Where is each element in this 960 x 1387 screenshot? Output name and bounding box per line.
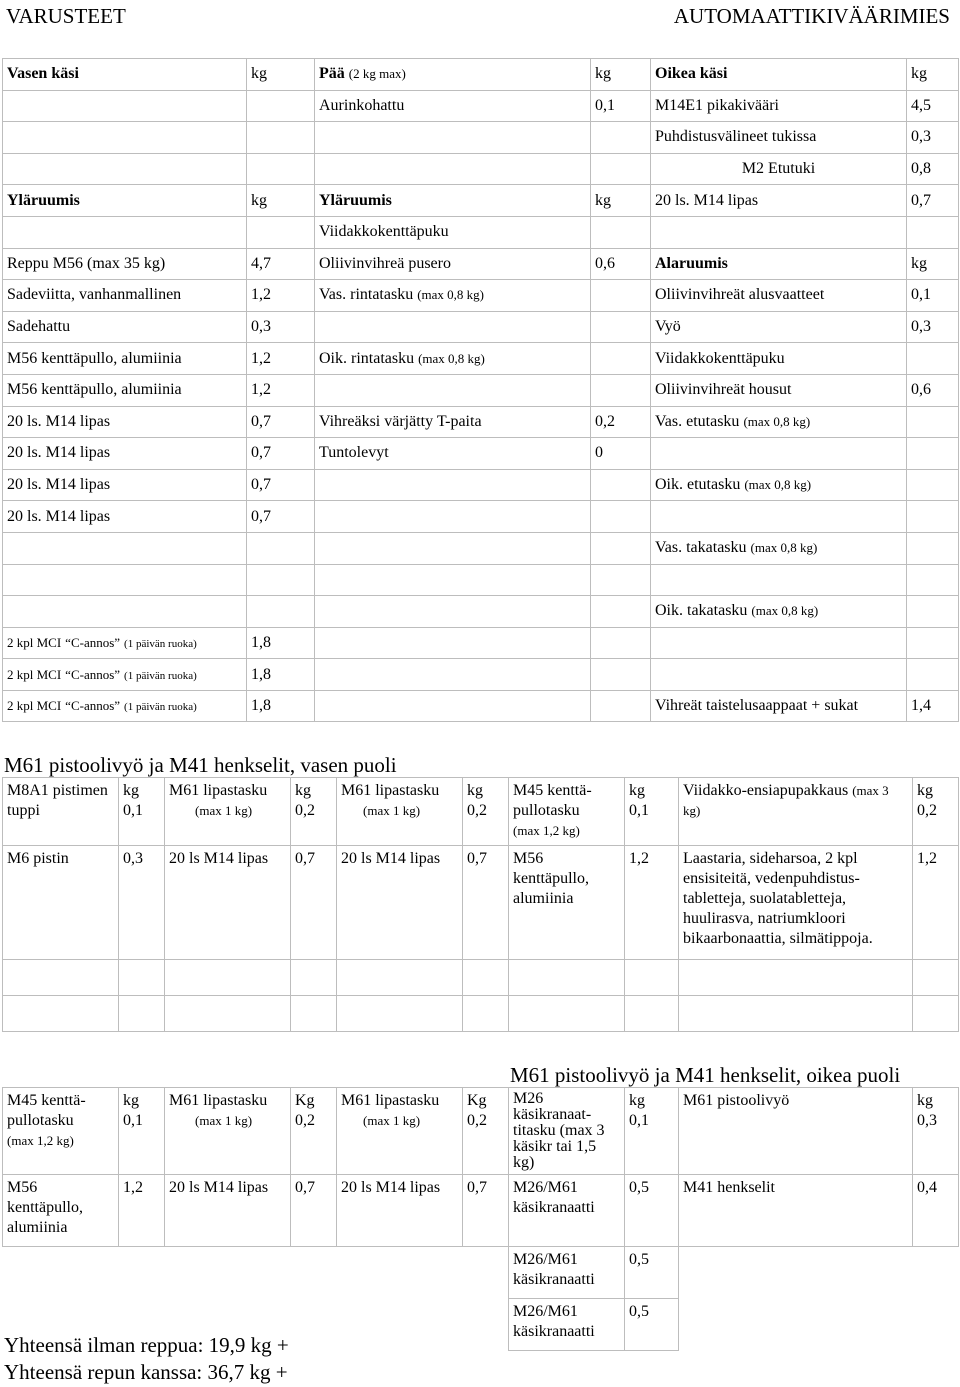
cell-kg: kg 0,1: [625, 1088, 679, 1175]
cell-name: M61 lipastasku (max 1 kg): [165, 1088, 291, 1175]
item-kg: 0,6: [907, 374, 959, 406]
cell-kg: 0,3: [119, 846, 165, 960]
cell-kg: kg 0,1: [119, 1088, 165, 1175]
item-kg: 1,2: [247, 343, 315, 375]
item-kg: 4,7: [247, 248, 315, 280]
lower-body-title: Alaruumis: [651, 248, 907, 280]
item-kg: 1,8: [247, 627, 315, 659]
item-name: Oik. rintatasku (max 0,8 kg): [315, 343, 591, 375]
table-row: [3, 343, 959, 375]
table-row: [3, 438, 959, 470]
page-header-right: AUTOMAATTIKIVÄÄRIMIES: [673, 4, 950, 28]
cell-kg: 0,5: [625, 1299, 679, 1351]
item-name: Aurinkohattu: [315, 90, 591, 122]
cell-name: Laastaria, sideharsoa, 2 kpl ensisiteitä, vedenpuhdistus-tabletteja, suolatabletteja, huulirasva, natriumkloori bikaarbonaattia, silmätippoja.: [679, 846, 913, 960]
item-kg: 1,2: [247, 374, 315, 406]
right-hand-title: Oikea käsi: [651, 59, 907, 91]
cell-name: 20 ls M14 lipas: [337, 1175, 463, 1247]
cell-name: M8A1 pistimen tuppi: [3, 778, 119, 846]
item-name: Viidakkokenttäpuku: [651, 343, 907, 375]
item-kg: 0,7: [247, 469, 315, 501]
food-ration: 2 kpl MCI “C-annos” (1 päivän ruoka): [3, 659, 247, 691]
table-row: [3, 690, 959, 722]
cell-name: M26/M61 käsikranaatti: [509, 1175, 625, 1247]
item-name: Reppu M56 (max 35 kg): [3, 248, 247, 280]
item-kg: 0,3: [907, 311, 959, 343]
table-row: [3, 659, 959, 691]
item-name: Oliivinvihreät housut: [651, 374, 907, 406]
item-name: Vas. rintatasku (max 0,8 kg): [315, 280, 591, 312]
item-name: Sadeviitta, vanhanmallinen: [3, 280, 247, 312]
cell-kg: kg 0,2: [913, 778, 959, 846]
table-row: [3, 1247, 959, 1299]
item-kg: 0,2: [591, 406, 651, 438]
item-name: Vihreäksi värjätty T-paita: [315, 406, 591, 438]
cell-kg: kg 0,1: [625, 778, 679, 846]
food-ration: 2 kpl MCI “C-annos” (1 päivän ruoka): [3, 690, 247, 722]
item-name: Puhdistusvälineet tukissa: [651, 122, 907, 154]
cell-kg: 0,5: [625, 1175, 679, 1247]
table-row: [3, 374, 959, 406]
cell-kg: Kg 0,2: [463, 1088, 509, 1175]
item-kg: 0,1: [907, 280, 959, 312]
table-row: [3, 996, 959, 1032]
item-name: Tuntolevyt: [315, 438, 591, 470]
table-row: [3, 248, 959, 280]
cell-kg: 1,2: [625, 846, 679, 960]
cell-name: M45 kenttä-pullotasku (max 1,2 kg): [3, 1088, 119, 1175]
cell-kg: kg 0,1: [119, 778, 165, 846]
table-row: [3, 960, 959, 996]
kg-header: kg: [247, 185, 315, 217]
right-belt-section-title: M61 pistoolivyö ja M41 henkselit, oikea puoli: [510, 1063, 901, 1087]
item-kg: 0,7: [247, 406, 315, 438]
cell-name: M41 henkselit: [679, 1175, 913, 1247]
item-kg: 0,7: [907, 185, 959, 217]
cell-kg: Kg 0,2: [291, 1088, 337, 1175]
cell-name: 20 ls M14 lipas: [165, 1175, 291, 1247]
table-row: [3, 1175, 959, 1247]
kg-header: kg: [907, 59, 959, 91]
item-name: M56 kenttäpullo, alumiinia: [3, 374, 247, 406]
cell-name: M61 lipastasku (max 1 kg): [337, 778, 463, 846]
kg-header: kg: [591, 185, 651, 217]
cell-name: M26 käsikranaat-titasku (max 3 käsikr tai 1,5 kg): [509, 1088, 625, 1175]
upper-body-title: Yläruumis: [3, 185, 247, 217]
item-kg: 0,8: [907, 153, 959, 185]
cell-kg: 1,2: [119, 1175, 165, 1247]
cell-kg: kg 0,3: [913, 1088, 959, 1175]
item-name: Vyö: [651, 311, 907, 343]
item-name: Vas. takatasku (max 0,8 kg): [651, 532, 907, 564]
kg-header: kg: [247, 59, 315, 91]
cell-name: 20 ls M14 lipas: [337, 846, 463, 960]
cell-kg: 0,7: [291, 846, 337, 960]
table-row: [3, 280, 959, 312]
kg-header: kg: [591, 59, 651, 91]
item-name: Viidakkokenttäpuku: [315, 216, 591, 248]
item-name: M2 Etutuki: [651, 153, 907, 185]
item-name: 20 ls. M14 lipas: [3, 469, 247, 501]
item-name: Vas. etutasku (max 0,8 kg): [651, 406, 907, 438]
item-name: 20 ls. M14 lipas: [3, 406, 247, 438]
table-row: [3, 216, 959, 248]
table-row: [3, 532, 959, 564]
equipment-table-top: [2, 58, 959, 722]
food-ration: 2 kpl MCI “C-annos” (1 päivän ruoka): [3, 627, 247, 659]
upper-body-title: Yläruumis: [315, 185, 591, 217]
page-header-left: VARUSTEET: [6, 4, 126, 28]
right-belt-table: [2, 1087, 959, 1351]
table-row: [3, 185, 959, 217]
cell-kg: 0,7: [291, 1175, 337, 1247]
head-title: Pää (2 kg max): [315, 59, 591, 91]
table-row: [3, 627, 959, 659]
cell-name: M26/M61 käsikranaatti: [509, 1299, 625, 1351]
table-row: [3, 122, 959, 154]
cell-kg: kg 0,2: [291, 778, 337, 846]
table-row: [3, 406, 959, 438]
cell-name: M56 kenttäpullo, alumiinia: [509, 846, 625, 960]
table-row: [3, 90, 959, 122]
item-kg: 0,1: [591, 90, 651, 122]
cell-kg: kg 0,2: [463, 778, 509, 846]
item-kg: 0,3: [907, 122, 959, 154]
left-hand-title: Vasen käsi: [3, 59, 247, 91]
item-name: Oik. etutasku (max 0,8 kg): [651, 469, 907, 501]
table-row: [3, 153, 959, 185]
cell-name: Viidakko-ensiapupakkaus (max 3 kg): [679, 778, 913, 846]
table-row: [3, 501, 959, 533]
cell-name: M61 pistoolivyö: [679, 1088, 913, 1175]
item-kg: 4,5: [907, 90, 959, 122]
item-kg: 0: [591, 438, 651, 470]
table-row: [3, 59, 959, 91]
item-name: 20 ls. M14 lipas: [3, 501, 247, 533]
item-kg: 0,3: [247, 311, 315, 343]
table-row: [3, 846, 959, 960]
cell-name: M6 pistin: [3, 846, 119, 960]
item-kg: 1,4: [907, 690, 959, 722]
cell-kg: 0,5: [625, 1247, 679, 1299]
item-kg: 0,7: [247, 438, 315, 470]
left-belt-table: [2, 777, 959, 1032]
cell-name: 20 ls M14 lipas: [165, 846, 291, 960]
kg-header: kg: [907, 248, 959, 280]
item-name: 20 ls. M14 lipas: [3, 438, 247, 470]
cell-name: M56 kenttäpullo, alumiinia: [3, 1175, 119, 1247]
cell-name: M45 kenttä-pullotasku (max 1,2 kg): [509, 778, 625, 846]
item-name: Oliivinvihreät alusvaatteet: [651, 280, 907, 312]
table-row: [3, 311, 959, 343]
item-name: Oik. takatasku (max 0,8 kg): [651, 596, 907, 628]
item-kg: 1,8: [247, 690, 315, 722]
total-without-pack: Yhteensä ilman reppua: 19,9 kg +: [4, 1333, 289, 1357]
table-row: [3, 1088, 959, 1175]
item-name: M56 kenttäpullo, alumiinia: [3, 343, 247, 375]
cell-kg: 0,4: [913, 1175, 959, 1247]
left-belt-section-title: M61 pistoolivyö ja M41 henkselit, vasen puoli: [4, 753, 397, 777]
item-name: M14E1 pikakivääri: [651, 90, 907, 122]
item-name: Sadehattu: [3, 311, 247, 343]
item-kg: 0,6: [591, 248, 651, 280]
cell-name: M61 lipastasku (max 1 kg): [337, 1088, 463, 1175]
totals: [4, 1332, 289, 1386]
table-row: [3, 596, 959, 628]
table-row: [3, 469, 959, 501]
item-name: Vihreät taistelusaappaat + sukat: [651, 690, 907, 722]
cell-name: M61 lipastasku (max 1 kg): [165, 778, 291, 846]
item-kg: 1,8: [247, 659, 315, 691]
total-with-pack: Yhteensä repun kanssa: 36,7 kg +: [4, 1360, 288, 1384]
cell-kg: 1,2: [913, 846, 959, 960]
item-name: 20 ls. M14 lipas: [651, 185, 907, 217]
item-name: Oliivinvihreä pusero: [315, 248, 591, 280]
item-kg: 1,2: [247, 280, 315, 312]
item-kg: 0,7: [247, 501, 315, 533]
table-row: [3, 778, 959, 846]
cell-name: M26/M61 käsikranaatti: [509, 1247, 625, 1299]
cell-kg: 0,7: [463, 846, 509, 960]
cell-kg: 0,7: [463, 1175, 509, 1247]
table-row: [3, 564, 959, 596]
